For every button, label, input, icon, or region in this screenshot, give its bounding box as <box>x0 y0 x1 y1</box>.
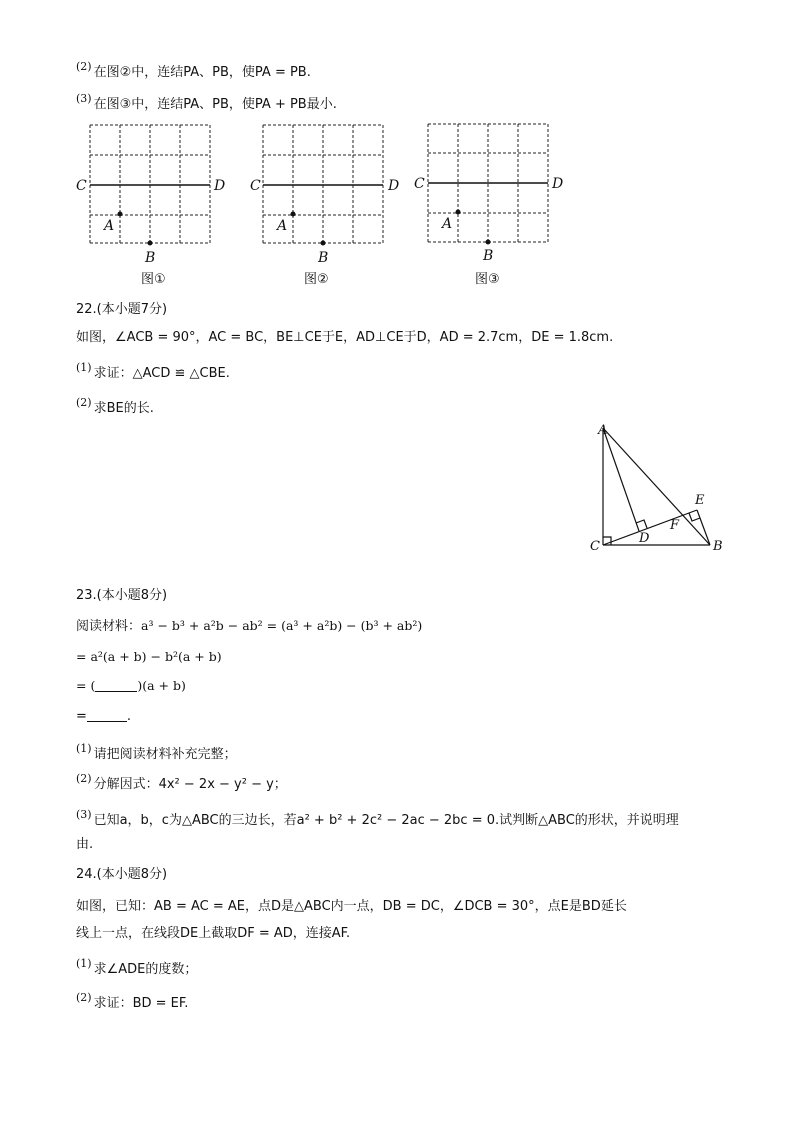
q22-part2-text: 求BE的长. <box>93 401 154 416</box>
fig2-point-b <box>321 241 326 246</box>
q24-part2 <box>76 989 188 1013</box>
q23-reading-prefix: 阅读材料： <box>76 619 142 634</box>
q23-blank-1[interactable] <box>95 679 137 692</box>
q21-part2-text: 在图②中，连结PA、PB，使PA = PB. <box>93 65 311 80</box>
q22-figure <box>585 418 735 558</box>
fig3-label-b: B <box>483 248 494 264</box>
q23-line4-suffix: . <box>126 709 132 724</box>
q23-line3-suffix: )(a + b) <box>137 678 186 693</box>
q21-part2-label: (2) <box>76 60 92 73</box>
q23-line1: a³ − b³ + a²b − ab² = (a³ + a²b) − (b³ + ab²) <box>141 618 423 633</box>
fig2-label-c: C <box>250 178 261 194</box>
fig1-label-a: A <box>104 218 115 234</box>
q22-label-f: F <box>670 518 680 533</box>
q24-stem-b: 线上一点，在线段DE上截取DF = AD，连接AF. <box>76 926 351 941</box>
q23-part1 <box>76 740 237 764</box>
q22-part1-label: (1) <box>76 361 92 374</box>
q21-part3-label: (3) <box>76 92 92 105</box>
q22-part1 <box>76 359 230 383</box>
q23-line4 <box>76 708 131 726</box>
fig2-label-d: D <box>388 178 400 194</box>
fig1-point-b <box>148 241 153 246</box>
q24-part1-label: (1) <box>76 957 92 970</box>
q23-line4-prefix: = <box>76 709 87 724</box>
q22-label-d: D <box>639 531 650 546</box>
fig3-point-a <box>456 210 461 215</box>
fig3-label-a: A <box>442 216 453 232</box>
q24-stem-a: 如图，已知：AB = AC = AE，点D是△ABC内一点，DB = DC，∠DCB = 30°，点E是BD延长 <box>76 899 627 914</box>
q22-label-e: E <box>695 493 705 508</box>
q23-line2: = a²(a + b) − b²(a + b) <box>76 649 222 664</box>
q23-part3-label: (3) <box>76 808 92 821</box>
fig1-label-d: D <box>214 178 226 194</box>
fig3-caption: 图③ <box>475 272 500 287</box>
q23-header: 23.(本小题8分) <box>76 588 168 603</box>
q21-part3-text: 在图③中，连结PA、PB，使PA + PB最小. <box>93 97 337 112</box>
q23-part2-text: 分解因式：4x² − 2x − y² − y； <box>93 777 287 792</box>
fig3-point-b <box>486 240 491 245</box>
fig2-label-b: B <box>318 250 329 266</box>
q23-reading-line1 <box>76 617 422 636</box>
fig1-caption: 图① <box>141 272 166 287</box>
q22-part2 <box>76 394 154 418</box>
q24-part1 <box>76 955 197 979</box>
q21-figures <box>0 0 794 300</box>
q22-label-c: C <box>590 539 600 554</box>
q24-part2-text: 求证：BD = EF. <box>93 996 189 1011</box>
q22-label-a: A <box>598 423 608 438</box>
q23-part2 <box>76 770 287 794</box>
q23-part1-text: 请把阅读材料补充完整； <box>93 747 237 762</box>
q22-part2-label: (2) <box>76 396 92 409</box>
q23-part2-label: (2) <box>76 772 92 785</box>
fig2-point-a <box>291 212 296 217</box>
q23-part3-text-a: 已知a，b，c为△ABC的三边长，若a² + b² + 2c² − 2ac − 2bc = 0.试判断△ABC的形状，并说明理 <box>93 813 679 828</box>
q23-blank-2[interactable] <box>87 709 127 722</box>
q24-part2-label: (2) <box>76 991 92 1004</box>
q23-line3-prefix: = ( <box>76 678 96 693</box>
fig1-label-b: B <box>145 250 156 266</box>
fig1-label-c: C <box>76 178 87 194</box>
q22-label-b: B <box>713 539 723 554</box>
q23-part3 <box>76 806 679 830</box>
q22-stem: 如图，∠ACB = 90°，AC = BC，BE⊥CE于E，AD⊥CE于D，AD = 2.7cm，DE = 1.8cm. <box>76 330 614 345</box>
fig2-label-a: A <box>277 218 288 234</box>
fig3-label-d: D <box>552 176 564 192</box>
q23-part3-text-b: 由. <box>76 837 94 852</box>
fig3-label-c: C <box>414 176 425 192</box>
fig1-point-a <box>118 212 123 217</box>
q23-part1-label: (1) <box>76 742 92 755</box>
q24-part1-text: 求∠ADE的度数； <box>93 962 198 977</box>
q24-header: 24.(本小题8分) <box>76 867 168 882</box>
q22-part1-text: 求证：△ACD ≌ △CBE. <box>93 366 230 381</box>
q23-line3 <box>76 677 186 695</box>
q22-header: 22.(本小题7分) <box>76 302 168 317</box>
fig2-caption: 图② <box>304 272 329 287</box>
